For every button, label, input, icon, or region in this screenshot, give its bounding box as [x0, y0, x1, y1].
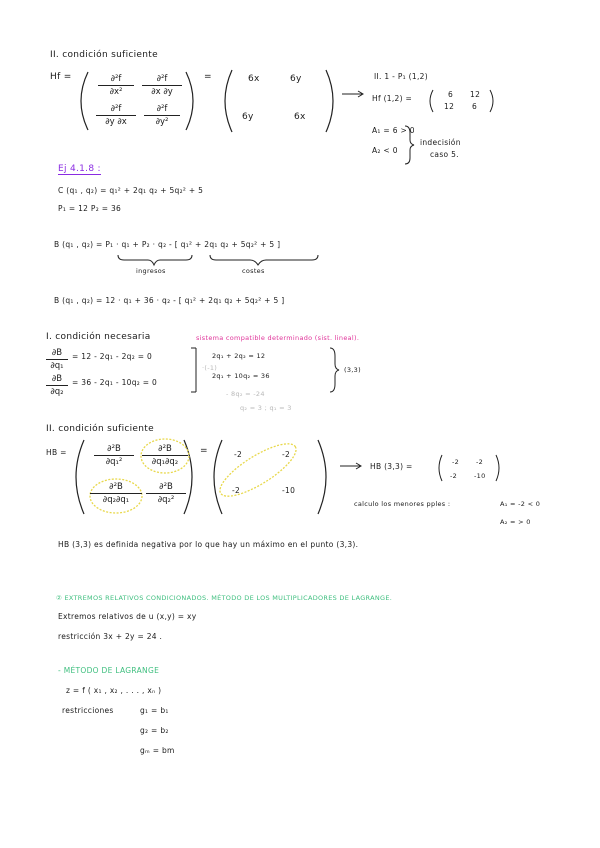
minor-a2: A₂ = > 0 [500, 518, 531, 526]
hb-entry-12: $\frac{\text{∂²B}}{\text{∂q₁∂q₂}}$ [142, 444, 188, 467]
hb-entry-22: $\frac{\text{∂²B}}{\text{∂q₂²}}$ [146, 482, 186, 505]
paren-right-6 [496, 455, 499, 481]
equation-1: = 12 - 2q₁ - 2q₂ = 0 [72, 352, 153, 361]
minor-a1: A₁ = 6 > 0 [372, 126, 415, 135]
label-ingresos: ingresos [136, 267, 166, 275]
hb-point-label: HB (3,3) = [370, 462, 413, 471]
restriction-item: g₁ = b₁ [140, 706, 169, 715]
exercise-title: Ej 4.1.8 : [58, 164, 101, 174]
paren-left-2 [225, 70, 232, 132]
partial-b-q2: $\frac{\partial B}{\text{∂q₂}}$ [46, 374, 68, 397]
paren-right-5 [318, 440, 326, 514]
hf-entry-12: $\frac{\text{∂²f}}{\partial x \partial y}$ [142, 74, 182, 97]
minors-text: calculo los menores pples : [354, 500, 451, 508]
restriction-item: g₂ = b₂ [140, 726, 169, 735]
brace-sys [330, 348, 339, 392]
scale-note: ·(-1) [202, 364, 218, 372]
profit-general: B (q₁ , q₂) = P₁ · q₁ + P₂ · q₂ - [ q₁² + 2q₁ q₂ + 5q₂² + 5 ] [54, 240, 281, 249]
objective-function: z = f ( x₁ , x₂ , . . . , xₙ ) [66, 686, 162, 695]
point-title: II. 1 - P₁ (1,2) [374, 72, 428, 81]
paren-right-2 [326, 70, 333, 132]
matrix-value: 6y [242, 112, 254, 122]
matrix-value: 6y [290, 74, 302, 84]
prices: P₁ = 12 P₂ = 36 [58, 204, 122, 213]
matrix-value: 6x [248, 74, 260, 84]
conclusion: HB (3,3) es definida negativa por lo que hay un máximo en el punto (3,3). [58, 540, 359, 549]
conclusion-text: caso 5. [430, 150, 459, 159]
hb-entry-21: $\frac{\text{∂²B}}{\text{∂q₂∂q₁}}$ [90, 482, 142, 505]
hb-entry-11: $\frac{\text{∂²B}}{\text{∂q₁²}}$ [94, 444, 134, 467]
system-eq-2: 2q₁ + 10q₂ = 36 [212, 372, 270, 380]
section1-heading: II. condición suficiente [50, 50, 158, 60]
minor-a2: A₂ < 0 [372, 146, 398, 155]
equals-sign: = [200, 446, 208, 456]
hb-label: HB = [46, 448, 67, 457]
matrix-value: -10 [282, 486, 296, 495]
section2-heading: I. condición necesaria [46, 332, 151, 342]
hf-label: Hf = [50, 72, 72, 82]
matrix-value: -2 [476, 458, 484, 466]
paren-left-3 [430, 90, 433, 112]
section4-line1: Extremos relativos de u (x,y) = xy [58, 612, 197, 621]
paren-right-3 [490, 90, 493, 112]
paren-left-1 [81, 72, 88, 130]
hf-point-label: Hf (1,2) = [372, 94, 413, 103]
matrix-value: -2 [450, 472, 458, 480]
lagrange-method-title: - MÉTODO DE LAGRANGE [58, 666, 160, 675]
cost-function: C (q₁ , q₂) = q₁² + 2q₁ q₂ + 5q₂² + 5 [58, 186, 204, 195]
hf-entry-11: $\frac{\text{∂²f}}{\text{∂x²}}$ [98, 74, 134, 97]
critical-point: (3,3) [344, 366, 361, 374]
matrix-value: -2 [232, 486, 241, 495]
section3-heading: II. condición suficiente [46, 424, 154, 434]
matrix-value: -10 [474, 472, 486, 480]
underbrace-ingresos [118, 255, 192, 265]
section4-title: ② EXTREMOS RELATIVOS CONDICIONADOS. MÉTODO DE LOS MULTIPLICADORES DE LAGRANGE. [56, 594, 393, 602]
restriction-item: gₘ = bm [140, 746, 175, 755]
paren-right-1 [186, 72, 193, 130]
solution-step: - 8q₂ = -24 [226, 390, 265, 398]
equals-sign: = [204, 72, 212, 82]
matrix-value: -2 [282, 450, 291, 459]
conclusion-text: indecisión [420, 138, 461, 147]
matrix-value: 6 [472, 102, 478, 111]
hf-entry-22: $\frac{\text{∂²f}}{\text{∂y²}}$ [144, 104, 180, 127]
minor-a1: A₁ = -2 < 0 [500, 500, 541, 508]
solution-result: q₂ = 3 ; q₁ = 3 [240, 404, 292, 412]
hf-entry-21: $\frac{\text{∂²f}}{\partial y \partial x}$ [96, 104, 136, 127]
paren-left-5 [214, 440, 222, 514]
profit-function: B (q₁ , q₂) = 12 · q₁ + 36 · q₂ - [ q₁² + 2q₁ q₂ + 5q₂² + 5 ] [54, 296, 285, 305]
matrix-value: 6x [294, 112, 306, 122]
equation-2: = 36 - 2q₁ - 10q₂ = 0 [72, 378, 158, 387]
matrix-value: 6 [448, 90, 454, 99]
restrictions-label: restricciones [62, 706, 114, 715]
system-note: sistema compatible determinado (sist. lineal). [196, 334, 360, 342]
matrix-value: -2 [234, 450, 243, 459]
paren-left-6 [439, 455, 442, 481]
section4-line2: restricción 3x + 2y = 24 . [58, 632, 163, 641]
matrix-value: 12 [470, 90, 481, 99]
partial-b-q1: $\frac{\partial B}{\text{∂q₁}}$ [46, 348, 68, 371]
label-costes: costes [242, 267, 265, 275]
system-eq-1: 2q₁ + 2q₂ = 12 [212, 352, 266, 360]
matrix-value: -2 [452, 458, 460, 466]
matrix-value: 12 [444, 102, 455, 111]
underbrace-costes [210, 255, 318, 265]
paren-left-4 [76, 440, 84, 514]
